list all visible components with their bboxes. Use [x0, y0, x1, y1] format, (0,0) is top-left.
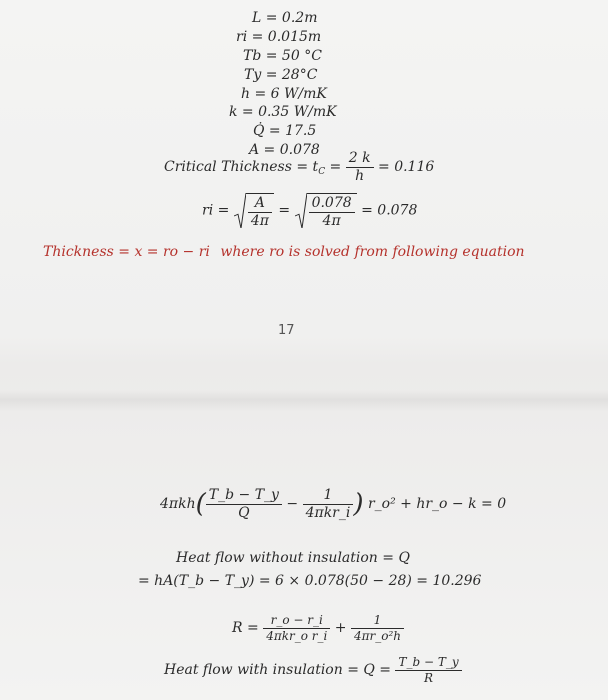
with-num: T_b − T_y [395, 656, 461, 671]
given-Tb: Tb = 50 °C [243, 48, 322, 64]
given-A: A = 0.078 [249, 142, 320, 158]
given-Ty: Ty = 28°C [244, 67, 318, 83]
eq2-num1: T_b − T_y [206, 488, 282, 505]
page-number: 17 [278, 323, 295, 338]
R-num1: r_o − r_i [263, 614, 330, 629]
sqrt-1 [234, 193, 274, 228]
R-den1: 4πkr_o r_i [266, 628, 328, 643]
given-k: k = 0.35 W/mK [229, 104, 337, 120]
critical-thickness-sub: C [318, 167, 326, 178]
given-ri: ri = 0.015m [236, 29, 322, 45]
ri-lhs: ri = [202, 202, 230, 219]
heatflow-with-equation [164, 656, 462, 684]
critical-fraction-den: h [355, 167, 365, 184]
critical-thickness-equation: Critical Thickness = $t_C$ = $\frac{2 k}{h}$ = 0.116 [164, 150, 435, 184]
thickness-rhs: where ro is solved from following equation [220, 244, 525, 260]
ri-den2: 4π [322, 212, 341, 229]
R-den2: 4πr_o²h [353, 628, 402, 643]
with-den: R [424, 670, 434, 685]
eq2-den2: 4πkr_i [305, 504, 351, 521]
critical-fraction-num: 2 k [346, 151, 374, 168]
resistance-equation: R = $\frac{r\_o - r\_i}{\text{4πkr\_o r\_i}}$ + $\frac{1}{\text{4πr\_o²h}}$ [232, 614, 404, 642]
heatflow-without-label: Heat flow without insulation = Q [176, 550, 410, 566]
R-num2: 1 [351, 614, 404, 629]
eq2-num2: 1 [303, 488, 354, 505]
sqrt-2 [295, 193, 357, 228]
heatflow-without-calc: = hA(T_b − T_y) = 6 × 0.078(50 − 28) = 10.296 [138, 573, 482, 589]
given-L: L = 0.2m [252, 10, 318, 26]
sqrt-icon [234, 193, 246, 228]
sqrt-icon [295, 193, 307, 228]
critical-fraction [346, 151, 374, 183]
ri-num1: A [248, 196, 272, 213]
ri-num2: 0.078 [309, 196, 355, 213]
ri-result: = 0.078 [361, 202, 418, 219]
critical-result: = 0.116 [378, 159, 435, 176]
heatflow-with-label: Heat flow with insulation = Q = [164, 662, 392, 679]
eq2-den1: Q [238, 504, 250, 521]
page-divider [0, 390, 608, 412]
thickness-lhs: Thickness = x = ro − ri [43, 244, 210, 260]
critical-thickness-label: Critical Thickness = t [164, 159, 319, 176]
ri-den1: 4π [250, 212, 269, 229]
ro-equation: 4πkh( $\frac{T\_b - T\_y}{Q}$ − $\frac{1}{\text{4πkr\_i}}$ ) r_o² + hr_o − k = 0 [160, 487, 507, 521]
thickness-line [43, 244, 525, 260]
eq2-prefix: 4πkh [160, 496, 196, 513]
R-lhs: R = [232, 620, 259, 637]
ri-equation: ri = $\frac{A}{4\pi}$ = $\frac{0.078}{4\pi}$ = 0.078 [202, 195, 418, 229]
eq2-suffix: r_o² + hr_o − k = 0 [367, 496, 507, 513]
given-Q: Q̇ = 17.5 [253, 123, 317, 139]
given-h: h = 6 W/mK [241, 86, 327, 102]
